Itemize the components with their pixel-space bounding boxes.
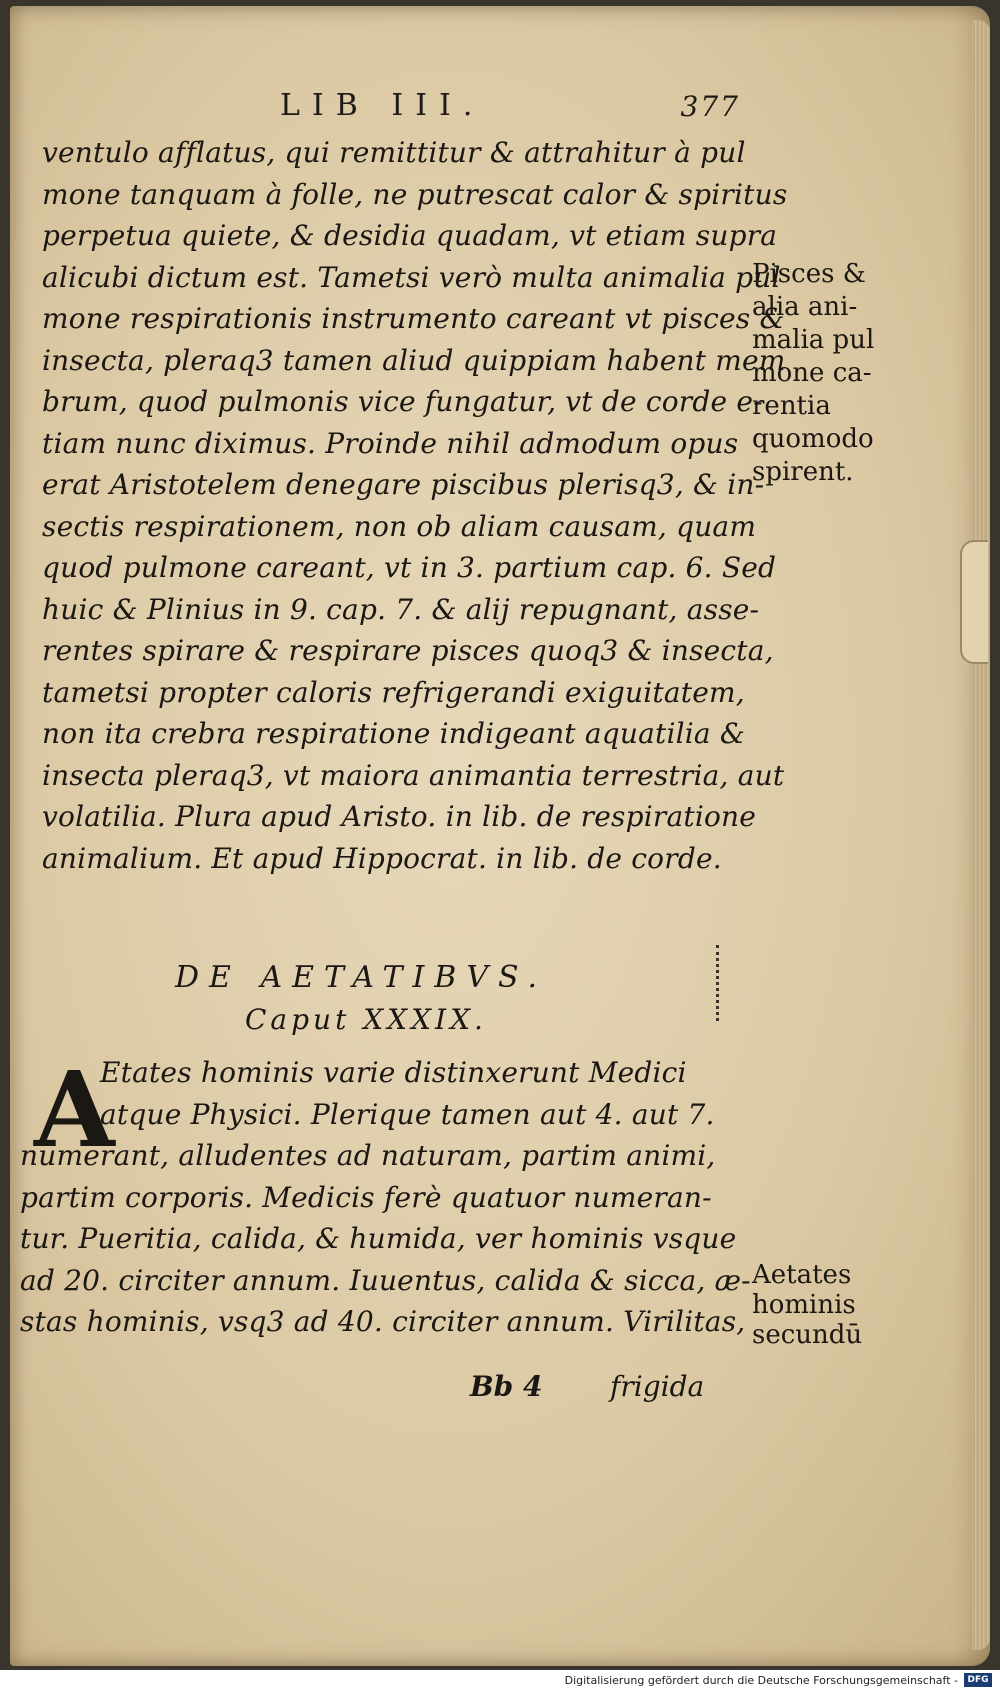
page-number: 377 bbox=[680, 90, 740, 123]
ornament-rule bbox=[716, 945, 723, 1021]
main-text-block bbox=[42, 132, 788, 879]
marginal-line: Aetates bbox=[752, 1260, 852, 1290]
text-line: numerant, alludentes ad naturam, partim animi, bbox=[20, 1139, 716, 1172]
text-line: tiam nunc diximus. Proinde nihil admodum opus bbox=[42, 426, 739, 460]
text-line: tametsi propter caloris refrigerandi exiguitatem, bbox=[42, 675, 745, 709]
marginal-note-aetates bbox=[752, 1260, 922, 1350]
text-line: stas hominis, vsq3 ad 40. circiter annum. Virilitas, bbox=[20, 1305, 746, 1338]
text-line: quod pulmone careant, vt in 3. partium cap. 6. Sed bbox=[42, 551, 777, 584]
text-line: animalium. Et apud Hippocrat. in lib. de corde. bbox=[42, 841, 722, 875]
footer-credit: Digitalisierung gefördert durch die Deutsche Forschungsgemeinschaft - bbox=[564, 1674, 958, 1687]
text-line: mone tanquam à folle, ne putrescat calor & spiritus bbox=[42, 177, 788, 211]
text-line: erat Aristotelem denegare piscibus plerisq3, & in- bbox=[42, 468, 765, 501]
footer-bar bbox=[0, 1670, 1000, 1692]
section-title: DE AETATIBVS. bbox=[175, 960, 548, 995]
text-line: Etates hominis varie distinxerunt Medici bbox=[100, 1056, 687, 1089]
marginal-line: alia ani- bbox=[752, 292, 858, 322]
text-line: volatilia. Plura apud Aristo. in lib. de respiratione bbox=[42, 800, 757, 833]
marginal-line: rentia bbox=[752, 391, 831, 421]
marginal-line: mone ca- bbox=[752, 358, 872, 388]
catchword: frigida bbox=[610, 1370, 705, 1403]
marginal-line: secundū bbox=[752, 1320, 863, 1350]
marginal-line: malia pul bbox=[752, 325, 875, 355]
text-line: huic & Plinius in 9. cap. 7. & alij repugnant, asse- bbox=[42, 592, 760, 626]
text-line: sectis respirationem, non ob aliam causam, quam bbox=[42, 509, 757, 543]
text-line: non ita crebra respiratione indigeant aquatilia & bbox=[42, 717, 746, 750]
text-line: insecta pleraq3, vt maiora animantia terrestria, aut bbox=[42, 758, 785, 792]
text-line: rentes spirare & respirare pisces quoq3 & insecta, bbox=[42, 634, 774, 667]
page-tab-mark bbox=[960, 540, 988, 664]
text-line: insecta, pleraq3 tamen aliud quippiam habent mem bbox=[42, 343, 786, 377]
chapter-body bbox=[20, 1135, 751, 1343]
chapter-title: Caput XXXIX. bbox=[245, 1003, 487, 1036]
marginal-line: Pisces & bbox=[752, 259, 866, 289]
text-line: mone respirationis instrumento careant vt pisces & bbox=[42, 302, 785, 335]
text-line: alicubi dictum est. Tametsi verò multa animalia pul bbox=[42, 260, 781, 294]
chapter-opening bbox=[100, 1052, 720, 1135]
page-header bbox=[280, 88, 740, 134]
running-head: LIB III. bbox=[280, 88, 485, 123]
text-line: perpetua quiete, & desidia quadam, vt etiam supra bbox=[42, 219, 778, 252]
text-line: tur. Pueritia, calida, & humida, ver hominis vsque bbox=[20, 1222, 737, 1255]
dfg-logo: DFG bbox=[964, 1673, 992, 1687]
drop-cap: A bbox=[34, 1048, 115, 1171]
signature-mark: Bb 4 bbox=[470, 1370, 543, 1403]
text-line: partim corporis. Medicis ferè quatuor numeran- bbox=[20, 1180, 712, 1214]
text-line: ad 20. circiter annum. Iuuentus, calida & sicca, æ- bbox=[20, 1263, 751, 1297]
marginal-line: spirent. bbox=[752, 457, 854, 487]
marginal-note-pisces bbox=[752, 258, 922, 489]
text-line: atque Physici. Plerique tamen aut 4. aut 7. bbox=[100, 1097, 715, 1131]
text-line: ventulo afflatus, qui remittitur & attrahitur à pul bbox=[42, 136, 746, 169]
marginal-line: quomodo bbox=[752, 424, 874, 454]
page-edge bbox=[972, 20, 990, 1650]
marginal-line: hominis bbox=[752, 1290, 856, 1320]
text-line: brum, quod pulmonis vice fungatur, vt de corde e- bbox=[42, 385, 763, 418]
